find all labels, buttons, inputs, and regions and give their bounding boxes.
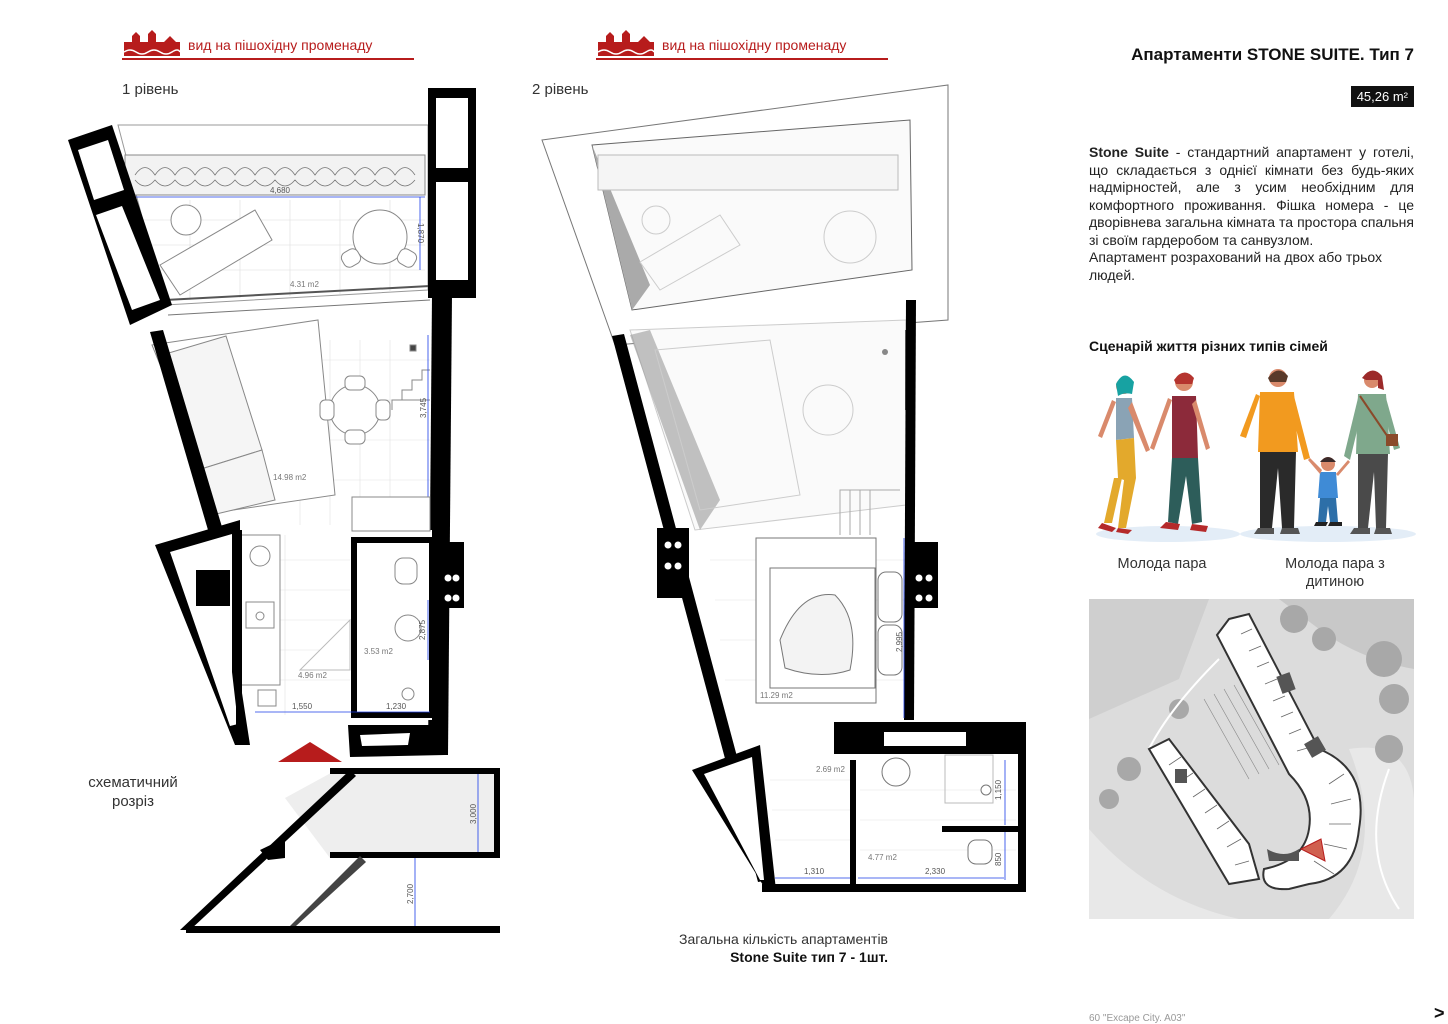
area-bath-l2: 4.77 m2 (868, 853, 897, 862)
floor-plan-level-1 (60, 80, 510, 940)
section-label-line2: розріз (112, 793, 154, 810)
wardrobe-l1 (352, 497, 430, 531)
dim-stair: 3,745 (419, 397, 428, 418)
view-label-2: вид на пішохідну променаду (662, 37, 847, 53)
promenade-icon (596, 28, 656, 58)
promenade-icon (122, 28, 182, 58)
next-page-arrow[interactable]: > (1434, 1003, 1445, 1023)
wall-right-l2 (904, 300, 916, 720)
area-bath: 3.53 m2 (364, 647, 393, 656)
dining-table (330, 385, 380, 435)
area-badge: 45,26 m² (1351, 86, 1414, 107)
totals-line1: Загальна кількість апартаментів (678, 931, 888, 947)
view-header-1 (122, 28, 414, 64)
apartment-totals (679, 930, 888, 966)
dim-ward-w: 1,310 (804, 867, 825, 876)
scenarios-title: Сценарій життя різних типів сімей (1089, 338, 1328, 354)
level-2-label: 2 рівень (532, 81, 589, 98)
dim-bath-w: 2,330 (925, 867, 946, 876)
view-header-2 (596, 28, 888, 64)
dim-bath-h: 2,875 (418, 619, 427, 640)
description-brand: Stone Suite (1089, 144, 1169, 160)
description-text2: Апартамент розрахований на двох або трьох людей. (1089, 249, 1383, 283)
description (1089, 144, 1414, 284)
terrace-table-small (171, 205, 201, 235)
dim-section-h2: 2,700 (406, 883, 415, 904)
view-underline-1 (122, 58, 414, 60)
floor-plan-level-2 (530, 80, 1040, 900)
dim-bath-h1: 1,150 (994, 779, 1003, 800)
scenario-caption-2: Молода пара з дитиною (1285, 556, 1385, 590)
dim-bath-h2: 850 (994, 852, 1003, 866)
dim-kitchen-w: 1,550 (292, 702, 313, 711)
view-label-1: вид на пішохідну променаду (188, 37, 373, 53)
site-plan (1089, 599, 1414, 919)
area-kitchen: 4.96 m2 (298, 671, 327, 680)
dim-section-h1: 3,000 (469, 803, 478, 824)
page-footer: 60 "Excape City. A03" (1089, 1013, 1186, 1024)
dim-bath-w: 1,230 (386, 702, 407, 711)
section-label-line1: схематичний (88, 774, 178, 791)
scenario-caption-1: Молода пара (1117, 556, 1207, 572)
view-underline-2 (596, 58, 888, 60)
section-label (68, 773, 198, 811)
area-living: 14.98 m2 (273, 473, 307, 482)
totals-line2-text: Stone Suite тип 7 - 1шт. (730, 949, 888, 965)
area-bedroom: 11.29 m2 (760, 691, 793, 700)
family-with-child-illustration (1240, 369, 1400, 534)
area-hall: 2.69 m2 (816, 765, 845, 774)
scenario-illustrations (1088, 368, 1418, 548)
level-1-label: 1 рівень (122, 81, 179, 98)
dim-terrace-h: 1,870 (416, 223, 425, 244)
page-title: Апартаменти STONE SUITE. Тип 7 (1131, 45, 1414, 64)
dim-bed-h: 2,995 (895, 631, 904, 652)
description-text: - стандартний апартамент у готелі, що складається з однієї кімнати без будь-яких надмірностей, але з усим необхідним для комфортного проживання. Фішка номера - це дворівнева загальна кімната та простора спальня зі своїм гардеробом та санвузлом. (1089, 144, 1414, 248)
schematic-section (180, 768, 500, 933)
young-couple-illustration (1098, 375, 1150, 534)
dim-terrace-w: 4,680 (269, 186, 291, 195)
entrance-marker (278, 742, 342, 762)
totals-line2 (679, 948, 888, 966)
area-terrace: 4.31 m2 (290, 280, 319, 289)
